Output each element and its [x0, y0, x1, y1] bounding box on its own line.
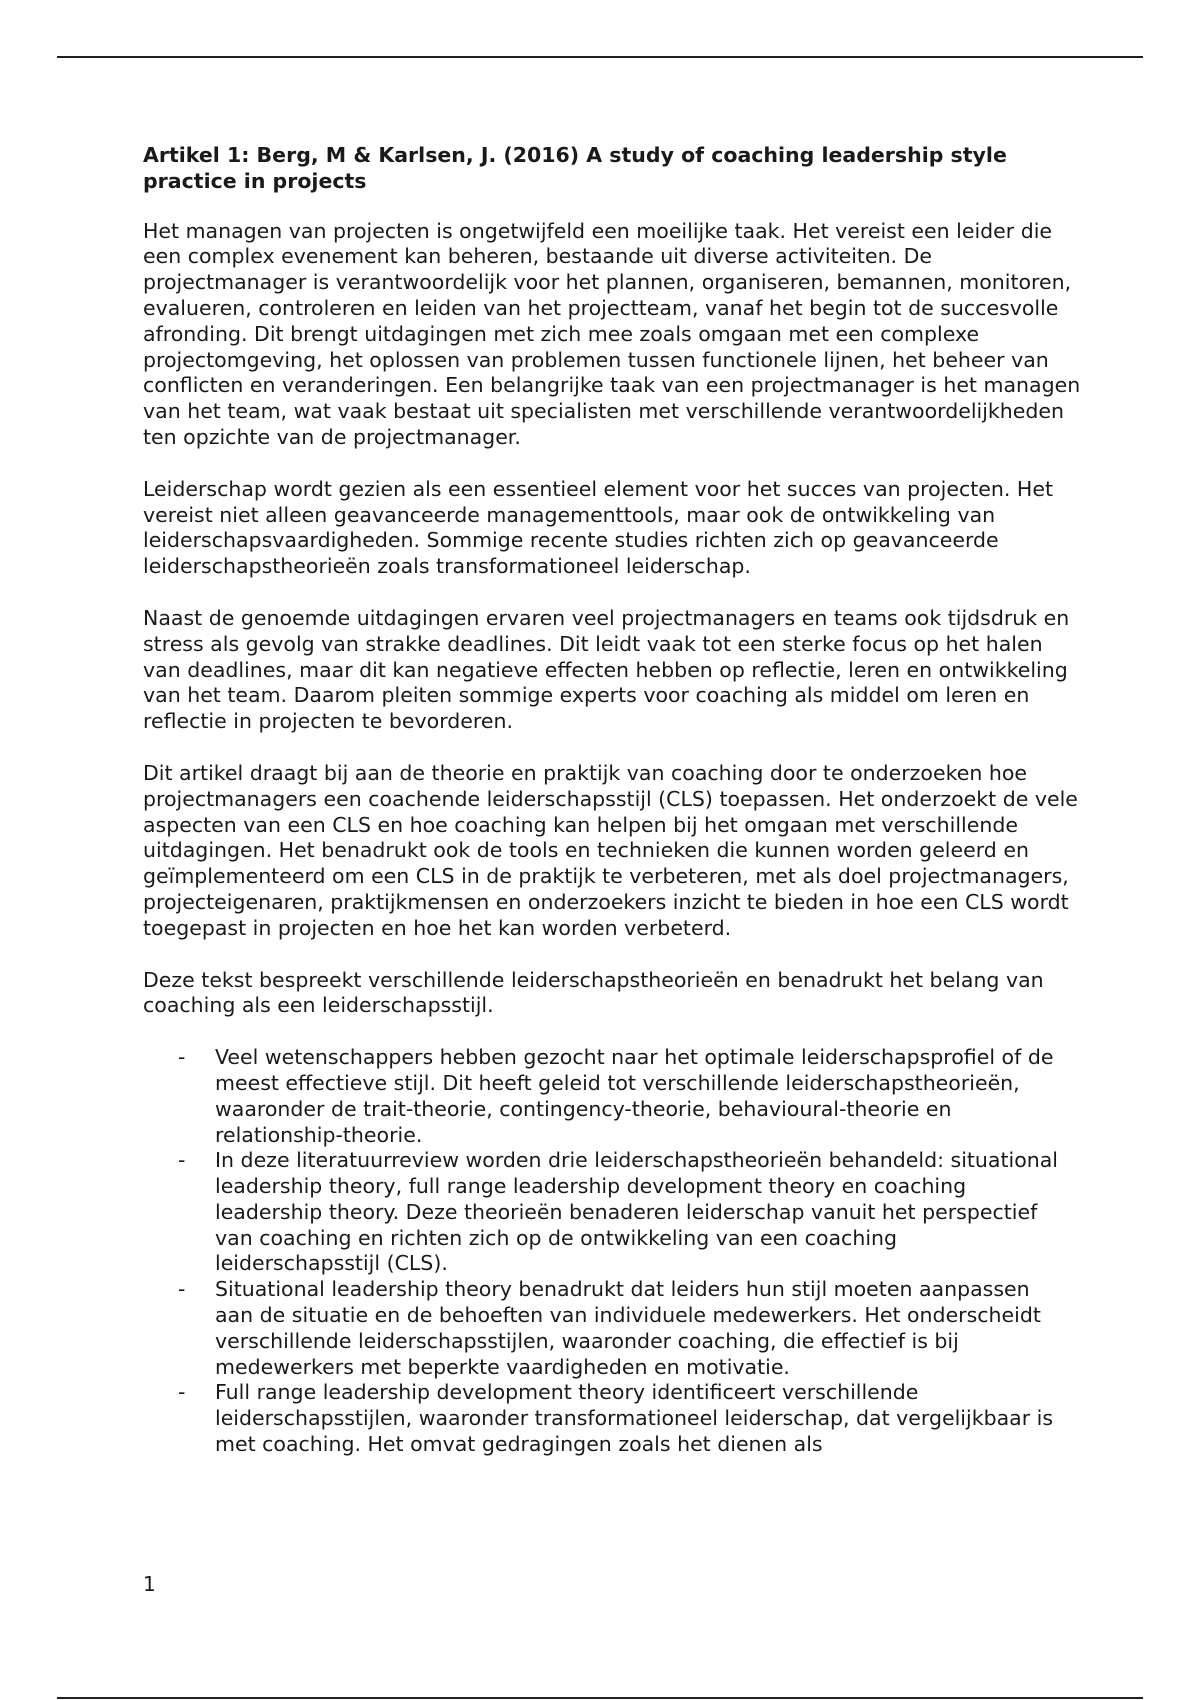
- paragraph-summary: Deze tekst bespreekt verschillende leiderschapstheorieën en benadrukt het belang van coaching als een leiderschapsstijl.: [143, 967, 1044, 1018]
- list-item: [178, 1148, 1058, 1277]
- list-item-text: In deze literatuurreview worden drie leiderschapstheorieën behandeld: situational leadership theory, full range leadership development theory en coaching leadership theory. Deze theorieën benaderen leiderschap vanuit het perspectief van coaching en richten zich op de ontwikkeling van een coaching leiderschapsstijl (CLS).: [215, 1148, 1059, 1276]
- paragraph-time-pressure: Naast de genoemde uitdagingen ervaren veel projectmanagers en teams ook tijdsdruk en stress als gevolg van strakke deadlines. Dit leidt vaak tot een sterke focus op het halen van deadlines, maar dit kan negatieve effecten hebben op reflectie, leren en ontwikkeling van het team. Daarom pleiten sommige experts voor coaching als middel om leren en reflectie in projecten te bevorderen.: [143, 605, 1070, 734]
- bullet-dash: -: [178, 1148, 186, 1173]
- bullet-dash: -: [178, 1380, 186, 1405]
- page-number: 1: [143, 1572, 156, 1596]
- list-item-text: Situational leadership theory benadrukt dat leiders hun stijl moeten aanpassen aan de situatie en de behoeften van individuele medewerkers. Het onderscheidt verschillende leiderschapsstijlen, waaronder coaching, die effectief is bij medewerkers met beperkte vaardigheden en motivatie.: [215, 1277, 1041, 1379]
- document-body: [143, 143, 1083, 1458]
- bullet-dash: -: [178, 1277, 186, 1302]
- bullet-dash: -: [178, 1045, 186, 1070]
- list-item: [178, 1277, 1058, 1380]
- article-title: Artikel 1: Berg, M & Karlsen, J. (2016) A study of coaching leadership style practice in projects: [143, 143, 1007, 193]
- paragraph-leadership: Leiderschap wordt gezien als een essentieel element voor het succes van projecten. Het vereist niet alleen geavanceerde managementtools, maar ook de ontwikkeling van leiderschapsvaardigheden. Sommige recente studies richten zich op geavanceerde leiderschapstheorieën zoals transformationeel leiderschap.: [143, 476, 1053, 579]
- list-item: [178, 1045, 1058, 1148]
- bullet-list: [178, 1045, 1058, 1458]
- paragraph-intro: Het managen van projecten is ongetwijfeld een moeilijke taak. Het vereist een leider die een complex evenement kan beheren, bestaande uit diverse activiteiten. De projectmanager is verantwoordelijk voor het plannen, organiseren, bemannen, monitoren, evalueren, controleren en leiden van het projectteam, vanaf het begin tot de succesvolle afronding. Dit brengt uitdagingen met zich mee zoals omgaan met een complexe projectomgeving, het oplossen van problemen tussen functionele lijnen, het beheer van conflicten en veranderingen. Een belangrijke taak van een projectmanager is het managen van het team, wat vaak bestaat uit specialisten met verschillende verantwoordelijkheden ten opzichte van de projectmanager.: [143, 218, 1081, 449]
- list-item: [178, 1380, 1058, 1457]
- paragraph-contribution: Dit artikel draagt bij aan de theorie en praktijk van coaching door te onderzoeken hoe projectmanagers een coachende leiderschapsstijl (CLS) toepassen. Het onderzoekt de vele aspecten van een CLS en hoe coaching kan helpen bij het omgaan met verschillende uitdagingen. Het benadrukt ook de tools en technieken die kunnen worden geleerd en geïmplementeerd om een CLS in de praktijk te verbeteren, met als doel projectmanagers, projecteigenaren, praktijkmensen en onderzoekers inzicht te bieden in hoe een CLS wordt toegepast in projecten en hoe het kan worden verbeterd.: [143, 760, 1078, 940]
- footer-rule: [57, 1697, 1143, 1699]
- list-item-text: Full range leadership development theory identificeert verschillende leiderschapsstijlen, waaronder transformationeel leiderschap, dat vergelijkbaar is met coaching. Het omvat gedragingen zoals het dienen als: [215, 1380, 1054, 1457]
- list-item-text: Veel wetenschappers hebben gezocht naar het optimale leiderschapsprofiel of de meest effectieve stijl. Dit heeft geleid tot verschillende leiderschapstheorieën, waaronder de trait-theorie, contingency-theorie, behavioural-theorie en relationship-theorie.: [215, 1045, 1054, 1147]
- header-rule: [57, 56, 1143, 58]
